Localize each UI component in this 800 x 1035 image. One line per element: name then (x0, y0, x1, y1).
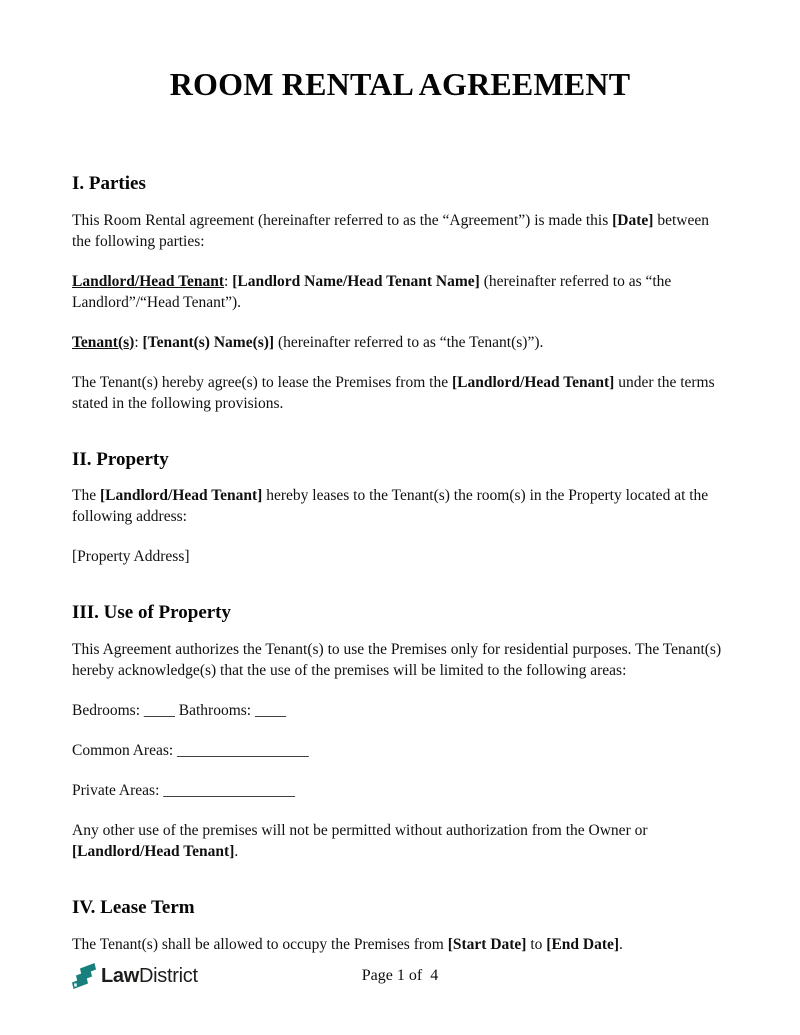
text-run: under the terms stated in the following provisions. (72, 373, 715, 412)
text-run: (hereinafter referred to as “the Tenant(s)”). (274, 333, 544, 351)
paragraph (72, 639, 728, 681)
text-run: . (234, 843, 239, 861)
text-run: Any other use of the premises will not be permitted without authorization from the Owner or (72, 822, 648, 840)
text-run: hereby leases to the Tenant(s) the room(s) in the Property located at the following address: (72, 487, 709, 526)
paragraph (72, 820, 728, 862)
lawdistrict-logo (72, 962, 198, 990)
document-title: ROOM RENTAL AGREEMENT (169, 66, 631, 102)
text-run: : (224, 272, 233, 290)
document-sections (72, 173, 728, 955)
text-run: [Landlord/Head Tenant] (451, 373, 615, 391)
text-run: [Property Address] (72, 548, 190, 566)
text-run: [Landlord/Head Tenant] (99, 487, 263, 505)
paragraph (72, 546, 728, 567)
text-run: Common Areas: _________________ (72, 742, 309, 760)
text-run: (hereinafter referred to as “the Landlord”/“Head Tenant”). (72, 272, 672, 311)
text-run: [Start Date] (447, 935, 527, 953)
text-run: : (134, 333, 143, 351)
section-heading: I. Parties (72, 172, 146, 194)
text-run: between the following parties: (72, 211, 709, 250)
paragraph (72, 934, 728, 955)
text-run: Landlord/Head Tenant (72, 272, 225, 290)
paragraph (72, 271, 728, 313)
paragraph (72, 740, 728, 761)
text-run: [Tenant(s) Name(s)] (142, 333, 275, 351)
text-run: . (619, 935, 623, 953)
text-run: This Agreement authorizes the Tenant(s) to use the Premises only for residential purposes. The Tenant(s) hereby acknowledge(s) that the use of the premises will be limited to the following areas: (72, 641, 722, 680)
paragraph (72, 372, 728, 414)
paragraph (72, 332, 728, 353)
text-run: [Landlord/Head Tenant] (72, 843, 235, 861)
paragraph (72, 210, 728, 252)
text-run: Tenant(s) (72, 333, 135, 351)
brand-name-law: Law (101, 964, 139, 987)
lawdistrict-stack-icon (72, 962, 97, 990)
paragraph (72, 700, 728, 721)
text-run: The Tenant(s) shall be allowed to occupy the Premises from (72, 935, 448, 953)
text-run: to (526, 935, 547, 953)
paragraph (72, 780, 728, 801)
text-run: [Landlord Name/Head Tenant Name] (232, 272, 480, 290)
section-heading: IV. Lease Term (72, 897, 195, 919)
text-run: This Room Rental agreement (hereinafter referred to as the “Agreement”) is made this (72, 211, 613, 229)
text-run: The Tenant(s) hereby agree(s) to lease the Premises from the (72, 373, 452, 391)
paragraph (72, 485, 728, 527)
section-heading: III. Use of Property (72, 602, 232, 624)
text-run: The (72, 487, 100, 505)
brand-name (101, 965, 198, 988)
page-footer (72, 959, 728, 993)
section-heading: II. Property (72, 448, 169, 470)
brand-name-district: District (139, 964, 198, 987)
text-run: Bedrooms: ____ Bathrooms: ____ (72, 702, 286, 720)
text-run: [End Date] (546, 935, 620, 953)
page-number: Page 1 of 4 (361, 967, 439, 984)
text-run: [Date] (612, 211, 654, 229)
text-run: Private Areas: _________________ (72, 782, 296, 800)
